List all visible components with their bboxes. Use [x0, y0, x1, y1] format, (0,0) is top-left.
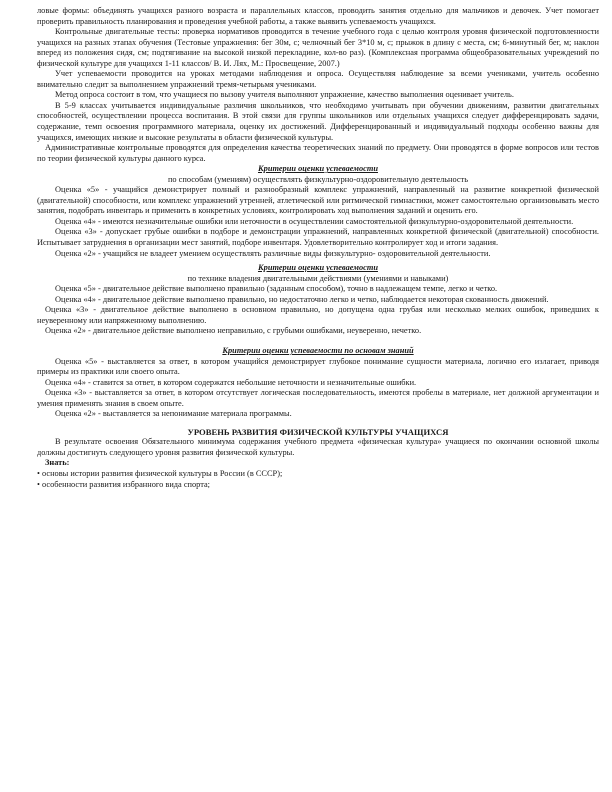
criteria-1-grade-2: Оценка «2» - учащийся не владеет умением осуществлять различные виды физкультурно- оздоровительной деятельности. — [55, 248, 491, 258]
criteria-3-grade-3: Оценка «3» - выставляется за ответ, в котором отсутствует логическая последовательность, имеются пробелы в материале, нет должной аргументации и умения применять знания в своем опыте. — [37, 388, 599, 408]
paragraph-administrative-control: Административные контрольные проводятся для определения качества теоретических знаний по предмету. Они проводятся в форме вопросов или тестов по теории физической культуры данного курса. — [37, 143, 599, 163]
paragraph-progress-tracking: Учет успеваемости проводится на уроках методами наблюдения и опроса. Осуществляя наблюдение за всеми учениками, учитель особенно внимательно следит за выполнением упражнений тремя-четырьмя учениками. — [37, 69, 599, 89]
criteria-1-grade-5: Оценка «5» - учащийся демонстрирует полный и разнообразный комплекс упражнений, направленный на развитие конкретной физической (двигательной) способности, или комплекс упражнений утренней, атлетической или ритмической гимнастики, может самостоятельно организовывать место занятия, подобрать инвентарь и применить в конкретных условиях, контролировать ход выполнения заданий и оценить его. — [37, 185, 599, 216]
criteria-1-subtitle: по способам (умениям) осуществлять физкультурно-оздоровительную деятельность — [167, 174, 469, 184]
criteria-2-grade-4: Оценка «4» - двигательное действие выполнено правильно, но недостаточно легко и четко, наблюдается некоторая скованность движений. — [55, 294, 549, 304]
criteria-2-title: Критерии оценки успеваемости — [257, 263, 378, 273]
paragraph-group-forms: ловые формы: объединять учащихся разного возраста и параллельных классов, проводить занятия отдельно для мальчиков и девочек. Учет помогает проверить правильность планирования и проведения учебной работы, а также выявить успеваемость учащихся. — [37, 6, 599, 26]
criteria-1-title: Критерии оценки успеваемости — [257, 164, 378, 174]
criteria-3-title: Критерии оценки успеваемости по основам знаний — [222, 345, 414, 355]
criteria-2-grade-5: Оценка «5» - двигательное действие выполнено правильно (заданным способом), точно в надлежащем темпе, легко и четко. — [55, 284, 498, 294]
criteria-3-grade-5: Оценка «5» - выставляется за ответ, в котором учащийся демонстрирует глубокое понимание сущности материала, логично его излагает, приводя примеры из практики или своего опыта. — [37, 356, 599, 377]
paragraph-survey-method: Метод опроса состоит в том, что учащиеся по вызову учителя выполняют упражнение, качество выполнения оценивает учитель. — [55, 90, 514, 100]
list-item: • основы истории развития физической культуры в России (в СССР); — [37, 468, 283, 478]
know-list — [37, 469, 599, 490]
list-item: • особенности развития избранного вида спорта; — [37, 479, 210, 489]
paragraph-control-tests: Контрольные двигательные тесты: проверка нормативов проводится в течение учебного года с целью контроля уровня физической подготовленности учащихся на разных этапах обучения (Тестовые упражнения: бег 30м, с; челночный бег 3*10 м, с; прыжок в длину с места, см; 6-минутный бег, м; наклон вперед из положения сидя, см; подтягивание на высокой низкой перекладине, кол-во раз). (Комплексная программа общеобразовательных учреждений по физической культуре для учащихся 1-11 классов/ В. И. Лях, М.: Просвещение, 2007.) — [37, 27, 599, 68]
paragraph-individual-differences: В 5-9 классах учитывается индивидуальные различия школьников, что необходимо учитывать при обучении движениям, развитии двигательных способностей, осуществлении процесса воспитания. В этой связи для группы школьников или отдельных учащихся следует дифференцировать задачи, содержание, темп освоения программного материала, оценку их достижений. Дифференцированный и индивидуальный подходы особенно важны для учащихся, имеющих низкие и высокие результаты в области физической культуры. — [37, 100, 599, 142]
criteria-3-grade-4: Оценка «4» - ставится за ответ, в котором содержатся небольшие неточности и незначительные ошибки. — [45, 377, 417, 387]
know-label: Знать: — [45, 458, 70, 468]
section-intro: В результате освоения Обязательного минимума содержания учебного предмета «физическая культура» учащиеся по окончании основной школы должны достигнуть следующего уровня развития физической культуры. — [37, 437, 599, 457]
criteria-2-grade-3: Оценка «3» - двигательное действие выполнено в основном правильно, но допущена одна грубая или несколько мелких ошибок, приведших к неуверенному или напряженному выполнению. — [37, 305, 599, 325]
criteria-3-grade-2: Оценка «2» - выставляется за непонимание материала программы. — [55, 409, 292, 419]
criteria-2-subtitle: по технике владения двигательными действиями (умениями и навыками) — [187, 273, 449, 283]
criteria-2-grade-2: Оценка «2» - двигательное действие выполнено неправильно, с грубыми ошибками, неуверенно, нечетко. — [45, 326, 422, 336]
spacer — [37, 337, 599, 346]
criteria-1-grade-4: Оценка «4» - имеются незначительные ошибки или неточности в осуществлении самостоятельной физкультурно-оздоровительной деятельности. — [55, 216, 574, 226]
criteria-1-grade-3: Оценка «3» - допускает грубые ошибки в подборе и демонстрации упражнений, направленных конкретной физической (двигательной) способности. Испытывает затруднения в организации мест занятий, подборе инвентаря. Удовлетворительно контролирует ход и итоги задания. — [37, 227, 599, 248]
section-title: УРОВЕНЬ РАЗВИТИЯ ФИЗИЧЕСКОЙ КУЛЬТУРЫ УЧАЩИХСЯ — [187, 426, 449, 437]
